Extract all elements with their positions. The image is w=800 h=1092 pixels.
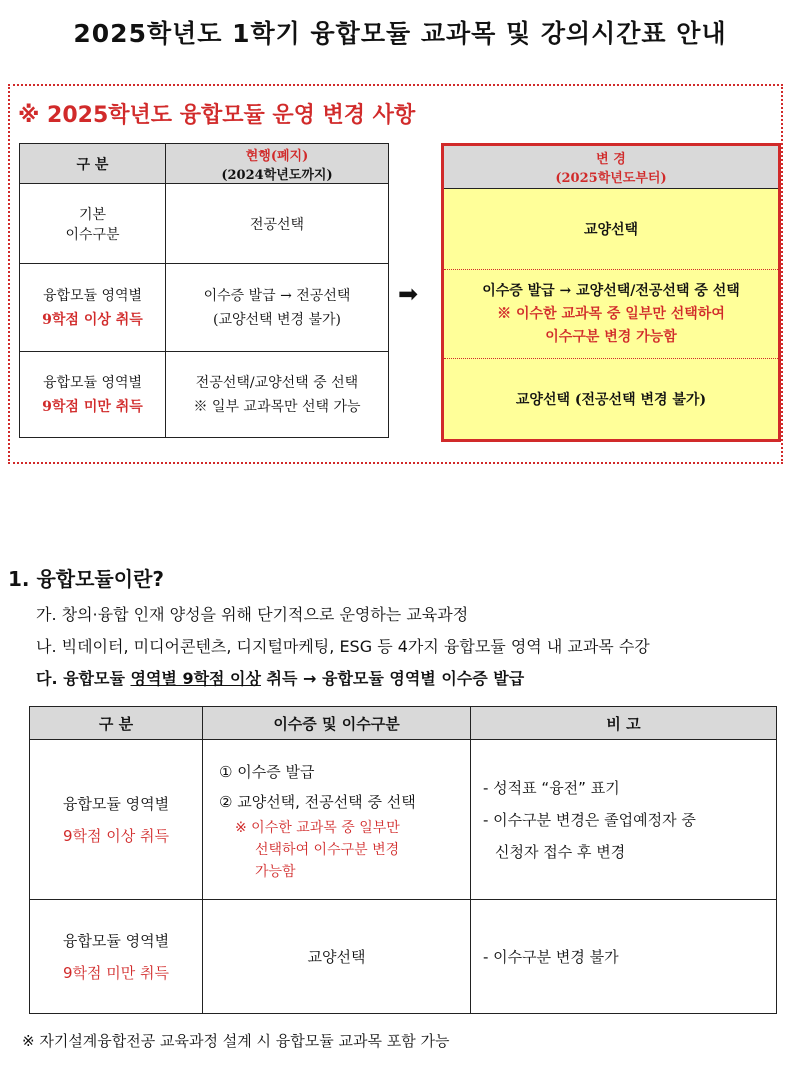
row-value: 교양선택 [307, 948, 366, 966]
footnote: ※ 자기설계융합전공 교육과정 설계 시 융합모듈 교과목 포함 가능 [22, 1032, 450, 1050]
step-note: 가능함 [255, 863, 296, 880]
row-label: 융합모듈 영역별 [62, 794, 170, 813]
old-row-value: 전공선택 [249, 216, 305, 233]
old-table-row [20, 264, 389, 352]
remark-item: 신청자 접수 후 변경 [495, 842, 626, 861]
new-row-note: 이수구분 변경 가능함 [545, 328, 677, 345]
section-heading: 1. 융합모듈이란? [8, 567, 164, 591]
new-table-header [443, 145, 780, 189]
new-row-value: 교양선택 (전공선택 변경 불가) [515, 392, 707, 408]
new-policy-table [441, 143, 781, 442]
old-table-header-category: 구 분 [20, 144, 166, 184]
old-row-label: 융합모듈 영역별 [42, 374, 143, 391]
row-label-highlight: 9학점 이상 취득 [62, 826, 170, 845]
right-arrow-icon: ➡ [398, 280, 419, 308]
change-notice-heading: ※ 2025학년도 융합모듈 운영 변경 사항 [18, 103, 416, 128]
new-table-row [443, 189, 780, 270]
old-row-value: 전공선택/교양선택 중 선택 [195, 374, 359, 391]
table-row [30, 740, 777, 900]
old-policy-table [19, 143, 389, 438]
step-note: 선택하여 이수구분 변경 [255, 841, 400, 858]
new-row-value: 이수증 발급 → 교양선택/전공선택 중 선택 [482, 282, 740, 299]
table-row [30, 900, 777, 1014]
row-label: 융합모듈 영역별 [62, 931, 170, 950]
new-table-row [443, 270, 780, 359]
table-header: 구 분 [30, 707, 203, 740]
list-item: 가. 창의·융합 인재 양성을 위해 단기적으로 운영하는 교육과정 [36, 605, 469, 624]
old-row-label: 기본 [78, 206, 107, 223]
list-item-prefix: 다. 융합모듈 [36, 669, 131, 688]
old-row-value: (교양선택 변경 불가) [212, 311, 342, 328]
list-item [36, 666, 524, 689]
old-table-header-current [166, 144, 389, 184]
table-header: 비 고 [471, 707, 777, 740]
old-row-label: 이수구분 [65, 226, 120, 243]
step-item: ① 이수증 발급 [219, 762, 315, 781]
old-table-row [20, 184, 389, 264]
old-table-header-period: (2024학년도까지) [221, 167, 333, 183]
remark-item: - 이수구분 변경 불가 [483, 947, 619, 966]
page-title: 2025학년도 1학기 융합모듈 교과목 및 강의시간표 안내 [73, 19, 727, 48]
old-row-label-highlight: 9학점 이상 취득 [42, 311, 143, 328]
new-table-header-label: 변 경 [596, 152, 626, 167]
old-table-row [20, 352, 389, 438]
list-item-suffix: 취득 → 융합모듈 영역별 이수증 발급 [260, 669, 525, 688]
old-row-value: 이수증 발급 → 전공선택 [203, 287, 351, 304]
new-row-value: 교양선택 [583, 222, 639, 238]
old-row-label-highlight: 9학점 미만 취득 [42, 398, 143, 415]
list-item: 나. 빅데이터, 미디어콘텐츠, 디지털마케팅, ESG 등 4가지 융합모듈 영역 내 교과목 수강 [36, 637, 650, 656]
old-row-value: ※ 일부 교과목만 선택 가능 [193, 398, 361, 415]
step-item: ② 교양선택, 전공선택 중 선택 [219, 792, 416, 811]
old-table-header-current-label: 현행(폐지) [245, 148, 309, 164]
list-item-underlined: 영역별 9학점 이상 [130, 669, 261, 688]
new-table-header-period: (2025학년도부터) [555, 171, 667, 186]
old-row-label: 융합모듈 영역별 [42, 287, 143, 304]
new-table-row [443, 359, 780, 441]
completion-table [29, 706, 777, 1014]
step-note: ※ 이수한 교과목 중 일부만 [235, 819, 400, 836]
remark-item: - 성적표 “융전” 표기 [483, 778, 620, 797]
remark-item: - 이수구분 변경은 졸업예정자 중 [483, 810, 696, 829]
row-label-highlight: 9학점 미만 취득 [62, 963, 170, 982]
table-header: 이수증 및 이수구분 [203, 707, 471, 740]
new-row-note: ※ 이수한 교과목 중 일부만 선택하여 [497, 305, 725, 322]
